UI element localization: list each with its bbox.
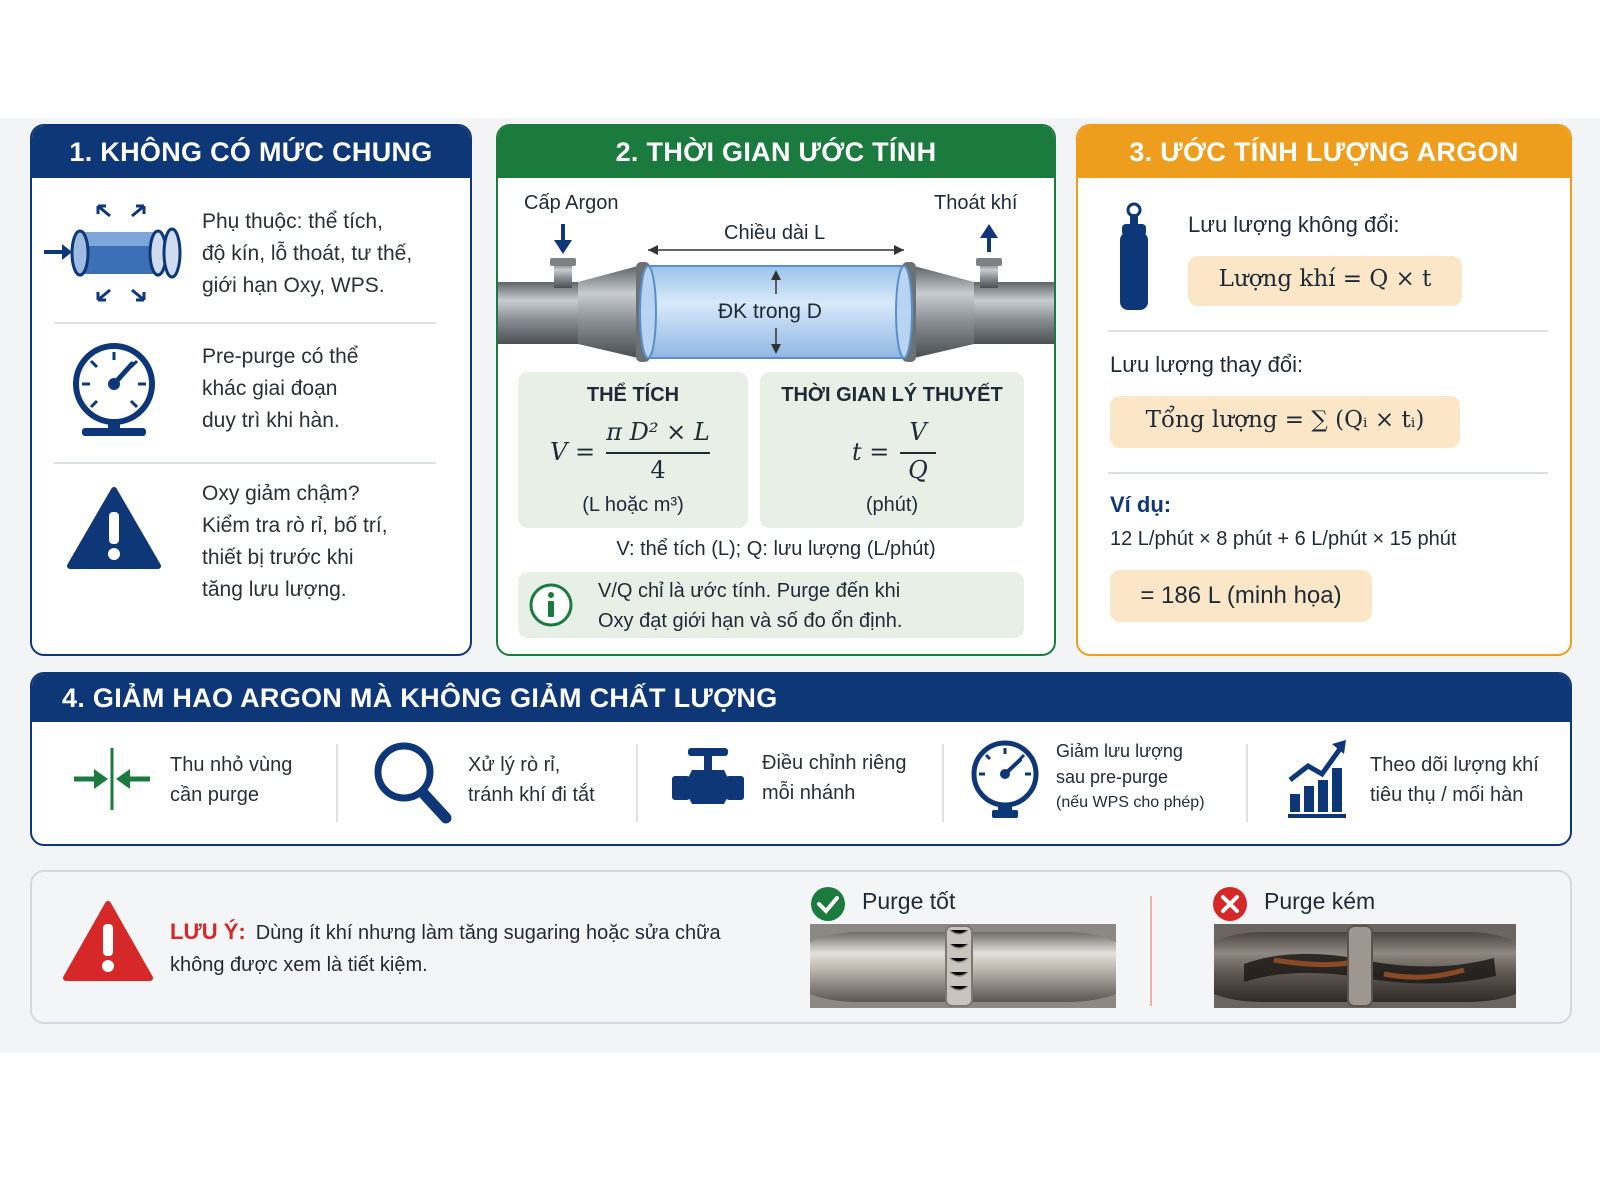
time-denominator: Q <box>908 456 928 484</box>
separator <box>336 744 338 822</box>
divider <box>54 462 436 464</box>
fraction-bar <box>606 452 710 454</box>
divider <box>1108 330 1548 332</box>
time-formula-box <box>760 372 1024 528</box>
panel-argon-estimate <box>1076 124 1572 656</box>
inlet-label: Cấp Argon <box>524 192 619 214</box>
note-panel <box>30 870 1572 1024</box>
pipe-expand-icon <box>40 198 190 308</box>
red-warning-icon <box>62 900 154 984</box>
volume-denominator: 4 <box>650 456 666 484</box>
panel-1-title: 1. KHÔNG CÓ MỨC CHUNG <box>32 126 470 178</box>
separator <box>942 744 944 822</box>
example-result: = 186 L (minh họa) <box>1140 582 1342 609</box>
variable-legend: V: thể tích (L); Q: lưu lượng (L/phút) <box>616 538 936 560</box>
info-icon <box>528 582 574 628</box>
magnifier-icon <box>372 740 452 824</box>
item-oxygen-slow-text: Oxy giảm chậm? Kiểm tra rò rỉ, bố trí, thiết bị trước khi tăng lưu lượng. <box>202 482 388 601</box>
time-numerator: V <box>909 418 927 446</box>
example-label: Ví dụ: <box>1110 492 1172 517</box>
time-heading: THỜI GIAN LÝ THUYẾT <box>781 384 1003 406</box>
tip-branch-text: Điều chỉnh riêng mỗi nhánh <box>762 752 907 804</box>
divider <box>1108 472 1548 474</box>
pressure-gauge-icon <box>68 340 160 438</box>
diameter-label: ĐK trong D <box>718 300 822 323</box>
length-label: Chiều dài L <box>724 222 826 244</box>
volume-heading: THỂ TÍCH <box>586 384 680 406</box>
tip-monitor-text: Theo dõi lượng khí tiêu thụ / mối hàn <box>1370 754 1539 806</box>
panel-3-title: 3. ƯỚC TÍNH LƯỢNG ARGON <box>1078 126 1570 178</box>
separator <box>1246 744 1248 822</box>
good-purge-image <box>810 924 1116 1008</box>
constant-flow-label: Lưu lượng không đổi: <box>1188 212 1400 237</box>
flow-gauge-icon <box>968 738 1042 824</box>
variable-flow-label: Lưu lượng thay đổi: <box>1110 352 1304 377</box>
volume-numerator: π D² × L <box>606 418 710 446</box>
panel-estimated-time <box>496 124 1056 656</box>
example-calculation: 12 L/phút × 8 phút + 6 L/phút × 15 phút <box>1110 528 1457 550</box>
time-lhs: t = <box>852 438 890 466</box>
separator <box>1150 896 1152 1006</box>
panel-reduce-argon <box>30 672 1572 846</box>
warning-icon <box>66 486 162 572</box>
variable-flow-formula-text: Tổng lượng = ∑ (Qᵢ × tᵢ) <box>1145 407 1425 433</box>
note-text: LƯU Ý: Dùng ít khí nhưng làm tăng sugaring hoặc sửa chữa không được xem là tiết kiệm. <box>170 919 721 976</box>
separator <box>636 744 638 822</box>
estimate-note-box <box>518 572 1024 638</box>
gas-cylinder-icon <box>1116 202 1152 312</box>
divider <box>54 322 436 324</box>
valve-icon <box>670 748 746 810</box>
tip-shrink-text: Thu nhỏ vùng cần purge <box>170 754 293 806</box>
check-icon <box>810 886 846 922</box>
outlet-label: Thoát khí <box>934 192 1018 214</box>
item-dependency-text: Phụ thuộc: thể tích, độ kín, lỗ thoát, tư thế, giới hạn Oxy, WPS. <box>202 210 413 297</box>
shrink-arrows-icon <box>72 746 152 812</box>
estimate-note-text: V/Q chỉ là ước tính. Purge đến khi Oxy đạt giới hạn và số đo ổn định. <box>598 580 903 632</box>
panel-no-common-level <box>30 124 472 656</box>
bad-purge-image <box>1214 924 1516 1008</box>
panel-4-title: 4. GIẢM HAO ARGON MÀ KHÔNG GIẢM CHẤT LƯỢNG <box>32 674 1570 722</box>
volume-formula-box <box>518 372 748 528</box>
good-purge-label: Purge tốt <box>862 888 956 914</box>
time-unit: (phút) <box>865 494 919 516</box>
note-label: LƯU Ý: <box>170 919 246 944</box>
cross-icon <box>1212 886 1248 922</box>
panel-2-title: 2. THỜI GIAN ƯỚC TÍNH <box>498 126 1054 178</box>
volume-unit: (L hoặc m³) <box>582 494 684 516</box>
volume-lhs: V = <box>550 438 596 466</box>
fraction-bar <box>900 452 936 454</box>
item-prepurge-text: Pre-purge có thể khác giai đoạn duy trì khi hàn. <box>202 345 359 432</box>
bar-chart-icon <box>1286 736 1350 820</box>
constant-flow-formula-text: Lượng khí = Q × t <box>1218 266 1432 292</box>
tip-reduce-flow-text: Giảm lưu lượng sau pre-purge (nếu WPS cho phép) <box>1056 741 1205 811</box>
bad-purge-label: Purge kém <box>1264 888 1376 914</box>
tip-leak-text: Xử lý rò rỉ, tránh khí đi tắt <box>468 754 595 806</box>
